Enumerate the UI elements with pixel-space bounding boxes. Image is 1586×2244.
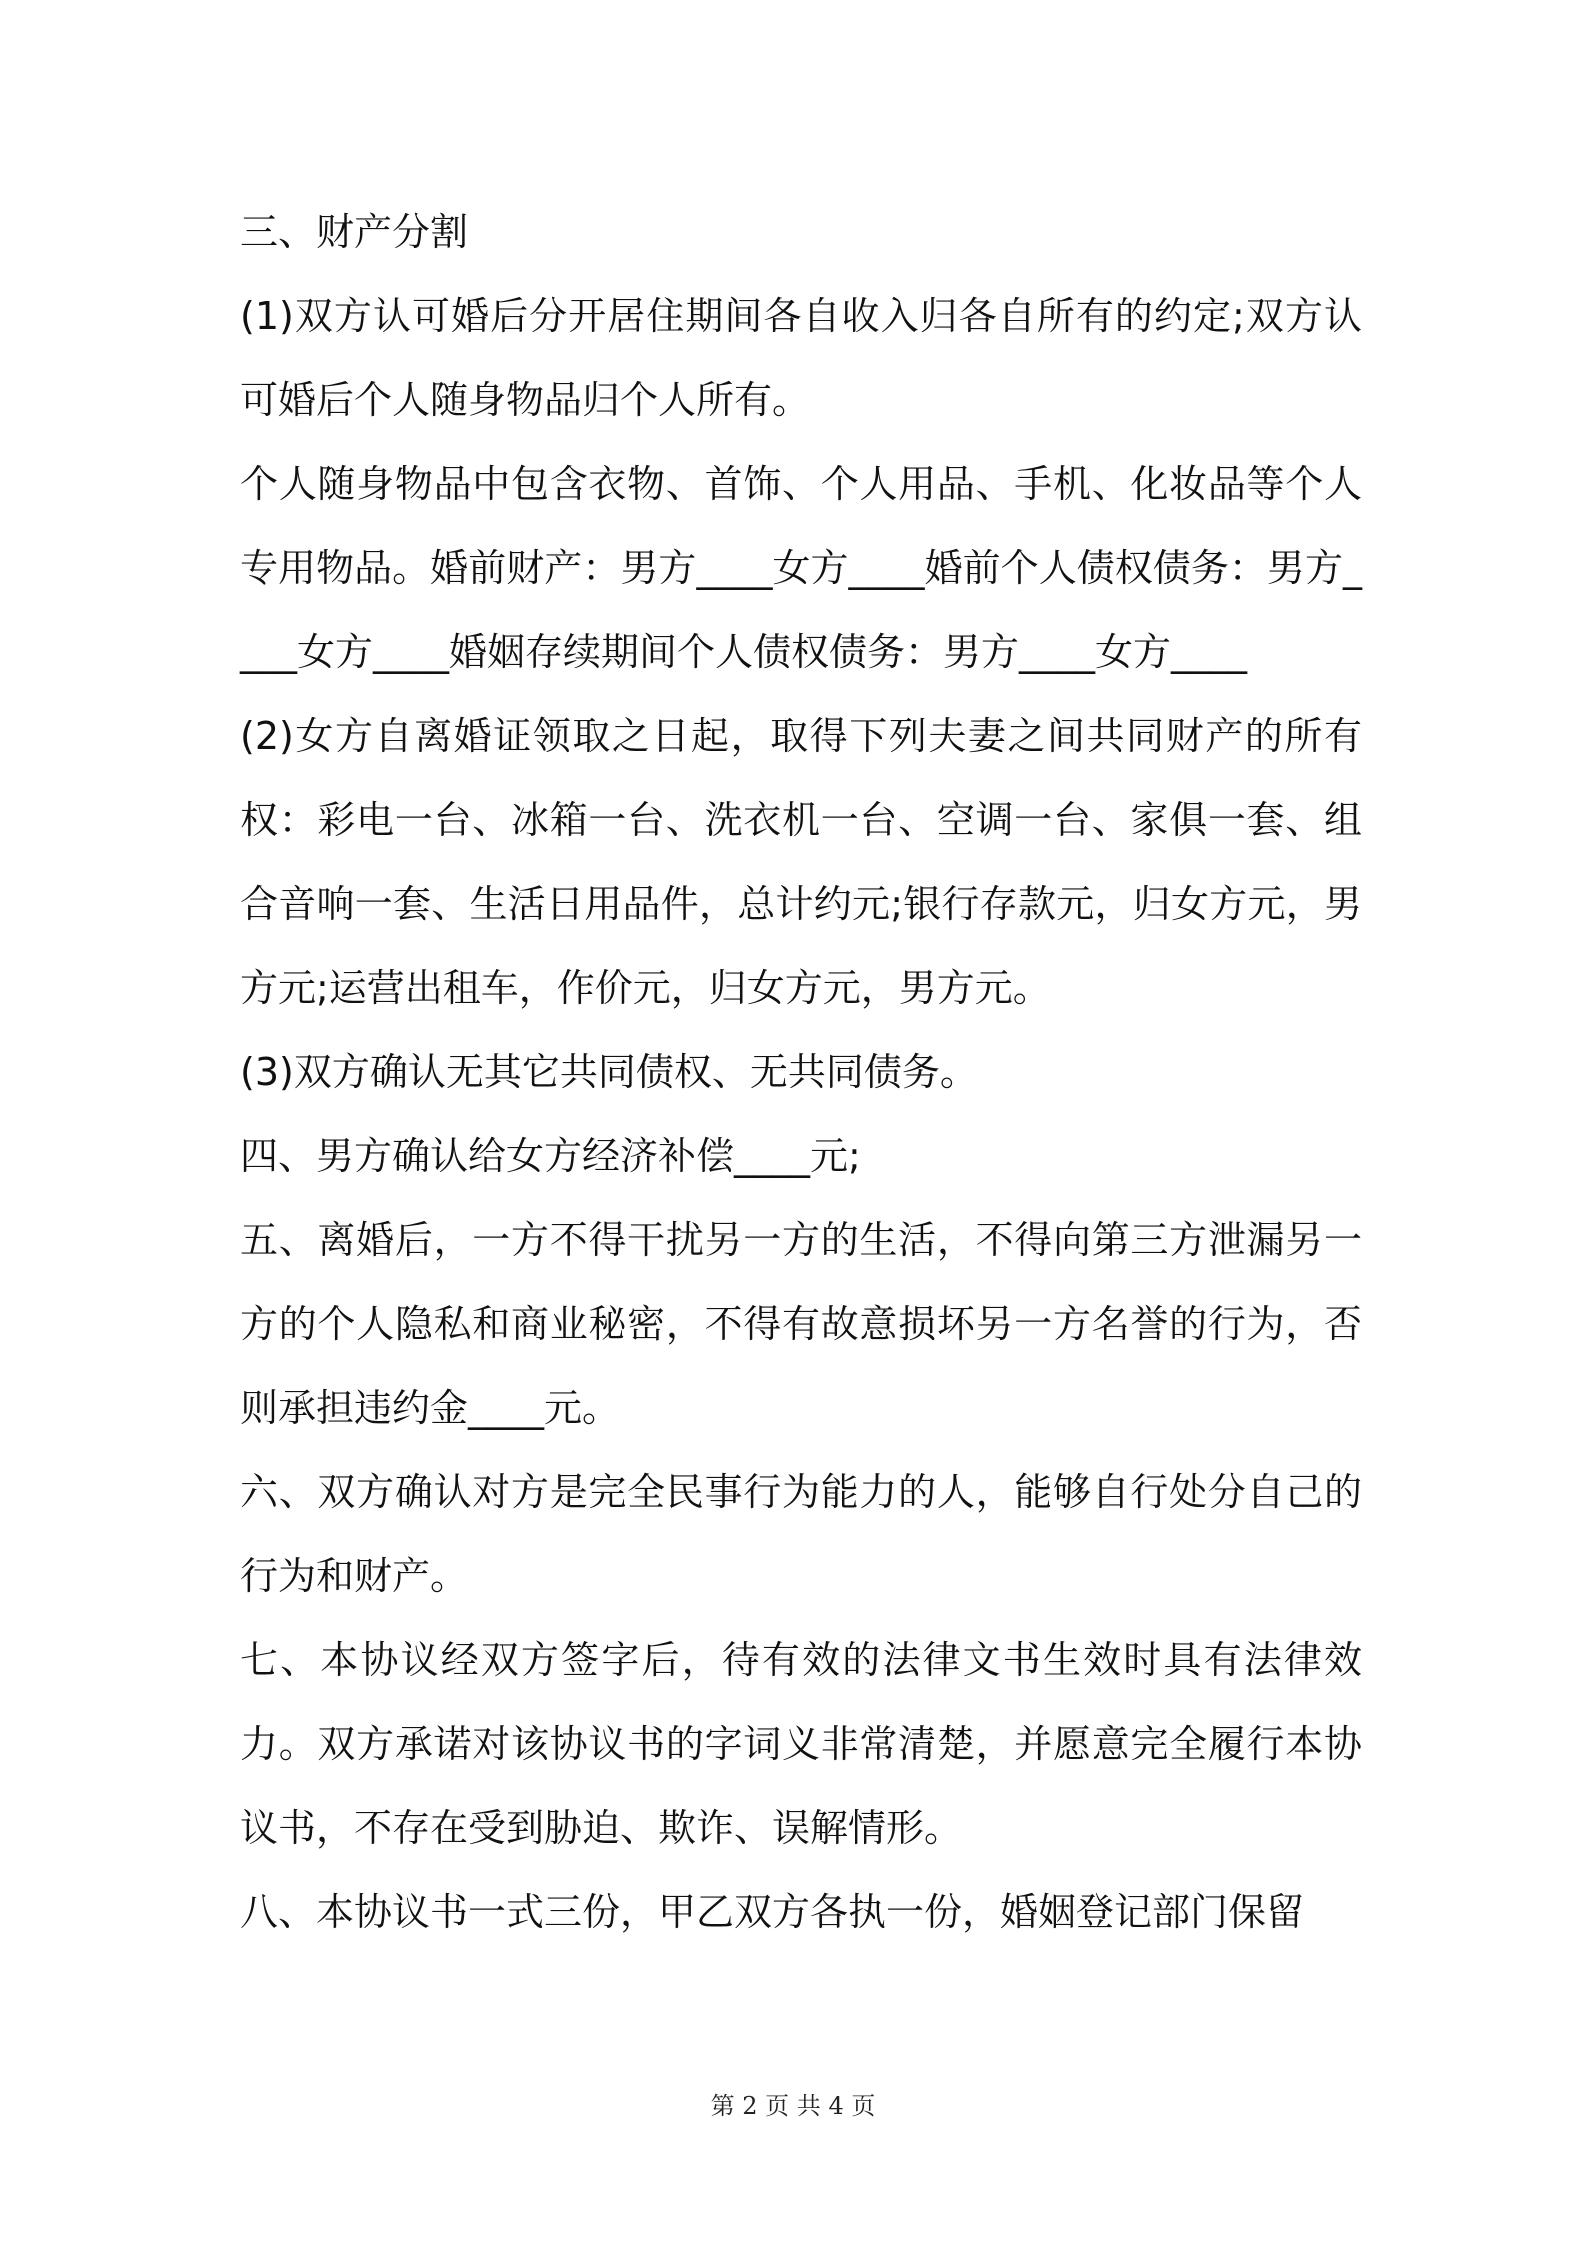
clause-1-income-ownership: (1)双方认可婚后分开居住期间各自收入归各自所有的约定;双方认可婚后个人随身物品归个人所有。 [240, 294, 1362, 422]
clause-personal-items-and-debts: 个人随身物品中包含衣物、首饰、个人用品、手机、化妆品等个人专用物品。婚前财产：男方____女方____婚前个人债权债务：男方____女方____婚姻存续期间个人债权债务：男方____女方____ [240, 462, 1362, 674]
clause-3-no-joint-debts: (3)双方确认无其它共同债权、无共同债务。 [240, 1050, 978, 1094]
clause-2-joint-property: (2)女方自离婚证领取之日起，取得下列夫妻之间共同财产的所有权：彩电一台、冰箱一台、洗衣机一台、空调一台、家俱一套、组合音响一套、生活日用品件，总计约元;银行存款元，归女方元，男方元;运营出租车，作价元，归女方元，男方元。 [240, 714, 1362, 1010]
section-four-compensation: 四、男方确认给女方经济补偿____元; [240, 1134, 861, 1178]
section-eight-copies: 八、本协议书一式三份，甲乙双方各执一份，婚姻登记部门保留 [240, 1890, 1305, 1934]
section-five-privacy: 五、离婚后，一方不得干扰另一方的生活，不得向第三方泄漏另一方的个人隐私和商业秘密，不得有故意损坏另一方名誉的行为，否则承担违约金____元。 [240, 1218, 1362, 1430]
section-six-capacity: 六、双方确认对方是完全民事行为能力的人，能够自行处分自己的行为和财产。 [240, 1470, 1362, 1598]
section-heading-property-division: 三、财产分割 [240, 210, 469, 254]
page-number-footer: 第 2 页 共 4 页 [710, 2092, 876, 2120]
section-seven-effectiveness: 七、本协议经双方签字后，待有效的法律文书生效时具有法律效力。双方承诺对该协议书的字词义非常清楚，并愿意完全履行本协议书，不存在受到胁迫、欺诈、误解情形。 [240, 1638, 1362, 1850]
document-body [240, 190, 1362, 1954]
